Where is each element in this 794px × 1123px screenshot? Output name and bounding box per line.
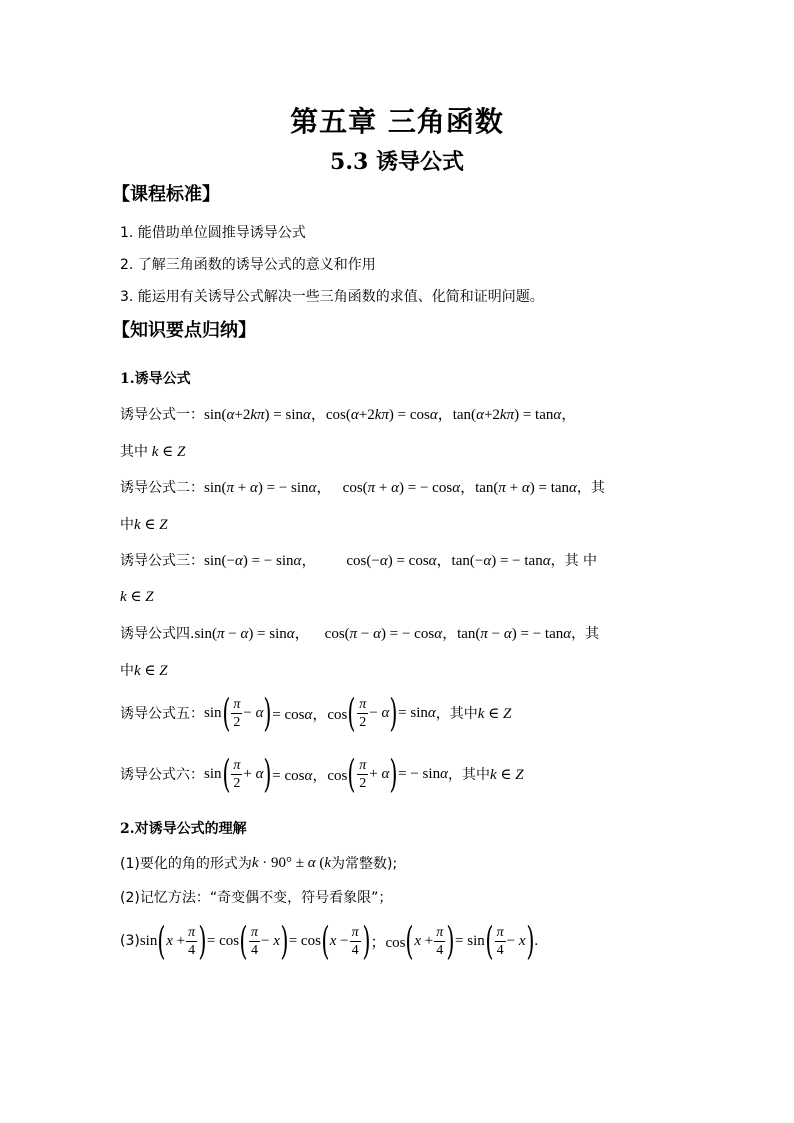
standard-item-3: 3. 能运用有关诱导公式解决一些三角函数的求值、化简和证明问题。 (120, 289, 544, 305)
formula-4-expr: sin(π − α) = sinα， cos(π − α) = − cosα，tan(π − α) = − tanα (194, 626, 572, 642)
subheading-formulas: 1.诱导公式 (120, 371, 191, 387)
formula-5-label: 诱导公式五： (120, 706, 204, 722)
understanding-2: (2)记忆方法：“奇变偶不变，符号看象限”； (120, 890, 393, 906)
standard-item-1: 1. 能借助单位圆推导诱导公式 (120, 225, 306, 241)
formula-1-cond: 其中 k ∈ Z (120, 443, 186, 460)
formula-1-line (120, 403, 576, 424)
formula-1-expr: sin(α+2kπ) = sinα，cos(α+2kπ) = cosα，tan(α+2kπ) = tanα， (204, 407, 577, 423)
lesson-title: 5.3 诱导公式 (330, 149, 464, 175)
subheading-understanding: 2.对诱导公式的理解 (120, 821, 247, 837)
formula-6-line: 诱导公式六： sin ( $\frac{\pi}{2}$ + α ) = cosα，cos ( $\frac{\pi}{2}$ + α ) = − sinα ，其中 k ∈ Z (120, 752, 524, 796)
understanding-3: (3) sin ( x + $\frac{\pi}{4}$ ) = cos ( $\frac{\pi}{4}$ − x ) = cos ( x − $\frac{\pi}{4}$ ) ；cos ( x + $\frac{\pi}{4}$ ) = sin ( $\frac{\pi}{4}$ − x ) . (120, 919, 539, 963)
formula-3-label: 诱导公式三： (120, 552, 204, 569)
formula-2-label: 诱导公式二： (120, 479, 204, 496)
formula-4-line: 诱导公式四. sin(π − α) = sinα， cos(π − α) = − cosα，tan(π − α) = − tanα ，其 (120, 622, 599, 643)
formula-6-label: 诱导公式六： (120, 767, 204, 783)
standard-item-2: 2. 了解三角函数的诱导公式的意义和作用 (120, 257, 376, 273)
formula-3-cond: k ∈ Z (120, 589, 154, 605)
formula-4-label: 诱导公式四. (120, 625, 195, 642)
formula-2-expr: sin(π + α) = − sinα， cos(π + α) = − cosα，tan(π + α) = tanα (204, 480, 577, 496)
knowledge-heading: 【知识要点归纳】 (112, 320, 256, 341)
formula-4-cond: 中 k ∈ Z (120, 662, 168, 679)
chapter-title: 第五章 三角函数 (290, 105, 504, 138)
understanding-1: (1)要化的角的形式为 k · 90° ± α (k 为常整数); (120, 854, 398, 872)
standards-heading: 【课程标准】 (112, 184, 220, 205)
formula-2-line: 诱导公式二： sin(π + α) = − sinα， cos(π + α) = − cosα，tan(π + α) = tanα ，其 (120, 476, 605, 497)
formula-5-line: 诱导公式五： sin ( $\frac{\pi}{2}$ − α ) = cosα，cos ( $\frac{\pi}{2}$ − α ) = sinα ，其中 k ∈ Z (120, 691, 512, 735)
formula-1-label: 诱导公式一： (120, 406, 204, 423)
formula-3-line: 诱导公式三： sin(−α) = − sinα， cos(−α) = cosα，tan(−α) = − tanα ，其 中 (120, 549, 597, 570)
formula-3-expr: sin(−α) = − sinα， cos(−α) = cosα，tan(−α) = − tanα (204, 553, 551, 569)
formula-2-cond: 中 k ∈ Z (120, 516, 168, 533)
